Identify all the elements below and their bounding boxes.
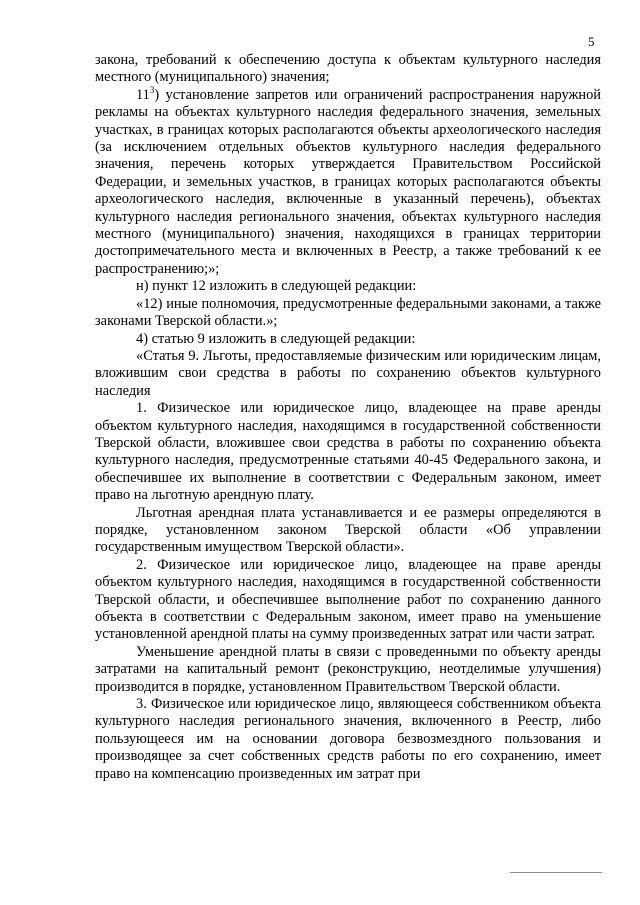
page-number: 5 [588, 34, 595, 49]
article-9-heading [95, 348, 601, 400]
footer-divider [510, 872, 602, 873]
article-9-part-2 [95, 557, 601, 644]
article-9-part-3 [95, 696, 601, 783]
document-body [95, 52, 601, 783]
paragraph-item-4 [95, 331, 601, 348]
paragraph-continuation [95, 52, 601, 87]
paragraph-text: Льготная арендная плата устанавливается и ее размеры определяются в порядке, установленном законом Тверской области «Об управлении государственным имуществом Тверской области». [95, 504, 601, 556]
paragraph-text: 3. Физическое или юридическое лицо, являющееся собственником объекта культурного наследия регионального значения, включенного в Реестр, либо пользующееся им на основании договора безвозмездного пользования и производящее за счет собственных средств работы по его сохранению, имеет право на компенсацию произведенных им затрат при [95, 696, 601, 782]
article-9-part-1-rent [95, 505, 601, 557]
paragraph-text: 4) статью 9 изложить в следующей редакции: [136, 330, 416, 347]
paragraph-text: Уменьшение арендной платы в связи с проведенными по объекту аренды затратами на капитальный ремонт (реконструкцию, неотделимые улучшения) производится в порядке, установленном Правительством Тверской области. [95, 643, 601, 695]
paragraph-text: «Статья 9. Льготы, предоставляемые физическим или юридическим лицам, вложившим свои средства в работы по сохранению объектов культурного наследия [95, 347, 601, 399]
paragraph-text: ) установление запретов или ограничений распространения наружной рекламы на объектах культурного наследия федерального значения, земельных участках, в границах которых располагаются объекты археологического наследия (за исключением отдельных объектов культурного наследия федерального значения, перечень которых утверждается Правительством Российской Федерации, и земельных участков, в границах которых располагаются объекты археологического наследия, включенные в указанный перечень), объектах культурного наследия регионального значения, объектах культурного наследия местного (муниципального) значения, находящихся в границах территории достопримечательного места и включенных в Реестр, а также требований к ее распространению;»; [95, 86, 601, 277]
paragraph-item-11-3 [95, 87, 601, 278]
paragraph-item-n [95, 278, 601, 295]
paragraph-item-12 [95, 296, 601, 331]
paragraph-text: н) пункт 12 изложить в следующей редакции: [136, 278, 417, 295]
item-number-superscript: 3 [149, 85, 155, 96]
article-9-part-2-reduction [95, 644, 601, 696]
paragraph-text: 2. Физическое или юридическое лицо, владеющее на праве аренды объектом культурного наследия, находящимся в государственной собственности Тверской области, и обеспечившее выполнение работ по сохранению данного объекта в соответствии с Федеральным законом, имеет право на уменьшение установленной арендной платы на сумму произведенных затрат или части затрат. [95, 556, 601, 643]
article-9-part-1 [95, 400, 601, 504]
item-number: 11 [136, 86, 150, 103]
paragraph-text: 1. Физическое или юридическое лицо, владеющее на праве аренды объектом культурного наследия, находящимся в государственной собственности Тверской области, вложившее свои средства в работы по сохранению объекта культурного наследия, предусмотренные статьями 40-45 Федерального закона, и обеспечившее их выполнение в соответствии с Федеральным законом, имеет право на льготную арендную плату. [95, 400, 601, 504]
paragraph-text: «12) иные полномочия, предусмотренные федеральными законами, а также законами Тверской области.»; [95, 295, 601, 330]
paragraph-text: закона, требований к обеспечению доступа к объектам культурного наследия местного (муниципального) значения; [95, 52, 601, 86]
